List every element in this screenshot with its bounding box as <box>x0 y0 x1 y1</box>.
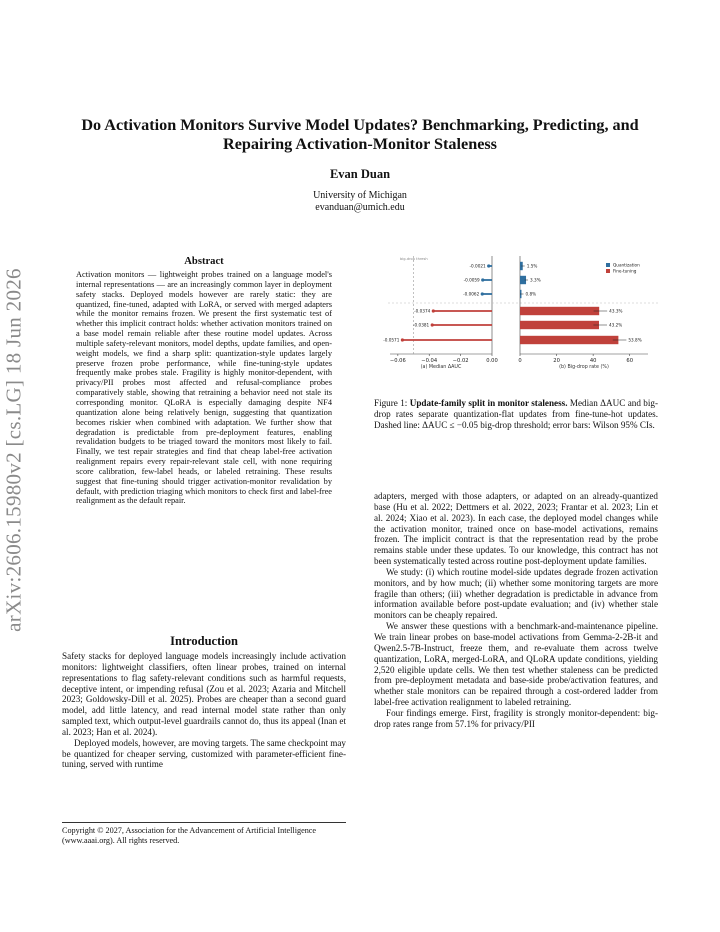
author-name: Evan Duan <box>329 167 391 181</box>
figure-1-caption <box>374 398 658 431</box>
delta-auc-point <box>401 338 404 341</box>
caption-title: Update-family split in monitor staleness. <box>409 398 568 408</box>
affiliation: University of Michigan <box>313 190 407 201</box>
delta-auc-label: -0.0381 <box>413 322 430 328</box>
big-drop-label: 53.8% <box>628 337 642 343</box>
legend-label: Fine-tuning <box>613 268 637 274</box>
axis-b-tick-label: 20 <box>553 358 560 364</box>
delta-auc-point <box>487 264 490 267</box>
big-drop-label: 3.3% <box>530 277 541 283</box>
abstract-heading: Abstract <box>184 256 224 267</box>
big-drop-bar <box>520 321 599 329</box>
big-drop-label: 1.5% <box>526 263 538 269</box>
panel-b-big-drop-rate <box>518 256 648 370</box>
delta-auc-point <box>432 309 435 312</box>
big-drop-label: 43.2% <box>608 322 623 328</box>
axis-a-tick-label: −0.02 <box>452 358 469 364</box>
intro-paragraph: Safety stacks for deployed language models increasingly include activation monitors: lightweight classifiers, often linear probes, trained on internal representations to flag safety-relevant conditions such as harmful requests, deceptive intent, or impending refusal (Zou et al. 2023; Azaria and Mitchell 2023; Goldowsky-Dill et al. 2025). Probes are cheaper than a second guard model, add little latency, and read internal model state rather than only sampled text, which output-level guardrails cannot do, thus its appeal (Inan et al. 2023; Han et al. 2024). <box>62 651 346 737</box>
delta-auc-label: -0.0374 <box>414 308 431 314</box>
delta-auc-point <box>481 278 484 281</box>
copyright-notice: Copyright © 2027, Association for the Advancement of Artificial Intelligence (www.aaai.org). All rights reserved. <box>62 826 317 845</box>
delta-auc-point <box>481 292 484 295</box>
introduction-body <box>62 651 346 770</box>
legend-swatch <box>606 269 610 273</box>
figure-1-chart <box>370 254 660 384</box>
axis-a-panel-label: (a) Median ΔAUC <box>420 365 462 370</box>
big-drop-label: 43.3% <box>609 308 623 314</box>
axis-a-tick-label: −0.04 <box>421 358 438 364</box>
big-drop-bar <box>520 307 599 315</box>
axis-b-tick-label: 0 <box>518 358 522 364</box>
introduction-heading: Introduction <box>170 634 238 648</box>
body-paragraph: adapters, merged with those adapters, or adapted on an already-quantized base (Hu et al. 2022; Dettmers et al. 2022, 2023; Frantar et al. 2023; Lin et al. 2024; Xiao et al. 2023). In each case, the deployed model changes while the activation monitor, trained once on base-model activations, remains frozen. The implicit contract is that the representation read by the probe remains stable under these updates. To our knowledge, this contract has not been systematically tested across routine post-deployment update families. <box>374 491 658 567</box>
legend-label: Quantization <box>613 262 640 268</box>
threshold-annotation: big-drop thresh <box>400 257 428 261</box>
axis-b-tick-label: 60 <box>626 358 634 364</box>
delta-auc-point <box>431 323 434 326</box>
intro-paragraph: Deployed models, however, are moving targets. The same checkpoint may be quantized for cheaper serving, customized with parameter-efficient fine-tuning, served with runtime <box>62 737 346 770</box>
delta-auc-label: -0.0571 <box>383 337 400 343</box>
body-paragraph: We answer these questions with a benchmark-and-maintenance pipeline. We train linear probes on base-model activations from Gemma-2-2B-it and Qwen2.5-7B-Instruct, freeze them, and re-evaluate them across twelve quantization, LoRA, merged-LoRA, and QLoRA update conditions, yielding 2,520 eligible update cells. We then test whether staleness can be predicted from pre-deployment metadata and base-side probe/activation features, and whether stale monitors can be repaired through a cost-ordered ladder from label-free activation realignment to labeled retraining. <box>374 621 658 708</box>
big-drop-bar <box>520 336 618 344</box>
axis-a-tick-label: −0.06 <box>389 358 406 364</box>
caption-label: Figure 1: <box>374 398 408 408</box>
body-paragraph: We study: (i) which routine model-side updates degrade frozen activation monitors, and by how much; (ii) whether some monitoring targets are more fragile than others; (iii) whether degradation is predictable in advance from information available before post-update evaluation; and (iv) whether stale monitors can be cheaply repaired. <box>374 566 658 621</box>
legend-swatch <box>606 263 610 267</box>
abstract-body: Activation monitors — lightweight probes trained on a language model's internal representations — are an increasingly common layer in deployment safety stacks. Deployed models however are rarely static: they are quantized, fine-tuned, adapted with LoRA, or served with merged adapters while the monitor remains frozen. We present the first systematic test of whether this implicit contract holds: whether activation monitors trained on a base model remain reliable after these routine model updates. Across multiple safety-relevant monitors, model depths, update families, and open-weight models, we find a sharp split: quantization-style updates largely preserve frozen probe performance, while fine-tuning-style updates frequently make probes stale. Fragility is highly monitor-dependent, with privacy/PII probes most affected and refusal-compliance probes comparatively stable, showing that retraining a behavior need not stale its corresponding monitor. QLoRA is especially damaging despite NF4 quantization alone being relatively benign, suggesting that quantization becomes riskier when combined with adaptation. We further show that degradation is predictable from pre-deployment features, enabling revalidation budgets to be triaged toward the monitors most likely to fail. Finally, we test repair strategies and find that cheap label-free activation realignment repairs every repair-relevant stale cell, with none requiring score calibration, few-label heads, or labeled retraining. These results suggest that fine-tuning should trigger activation-monitor revalidation by default, with prediction triaging which monitors to check first and label-free realignment as the default repair. <box>76 270 332 506</box>
arxiv-stamp-text: arXiv:2606.15980v2 [cs.LG] 18 Jun 2026 <box>1 268 26 632</box>
body-paragraph: Four findings emerge. First, fragility is strongly monitor-dependent: big-drop rates range from 57.1% for privacy/PII <box>374 707 658 729</box>
axis-b-panel-label: (b) Big-drop rate (%) <box>559 365 609 370</box>
delta-auc-label: -0.0059 <box>463 277 480 283</box>
axis-a-tick-label: 0.00 <box>486 358 498 364</box>
delta-auc-label: -0.0062 <box>463 291 480 297</box>
axis-b-tick-label: 40 <box>589 358 597 364</box>
caption-text: Median ΔAUC and big-drop rates separate quantization-flat updates from fine-tune-hot updates. Dashed line: ΔAUC ≤ −0.05 big-drop threshold; error bars: Wilson 95% CIs. <box>374 398 658 430</box>
big-drop-label: 0.8% <box>525 291 537 297</box>
author-email: evanduan@umich.edu <box>315 201 405 213</box>
footnote-rule <box>62 822 346 823</box>
right-column-body <box>374 491 658 730</box>
affiliation-block <box>60 190 660 213</box>
delta-auc-label: -0.0021 <box>469 263 486 269</box>
paper-title: Do Activation Monitors Survive Model Updates? Benchmarking, Predicting, and Repairing Activation-Monitor Staleness <box>81 116 639 153</box>
